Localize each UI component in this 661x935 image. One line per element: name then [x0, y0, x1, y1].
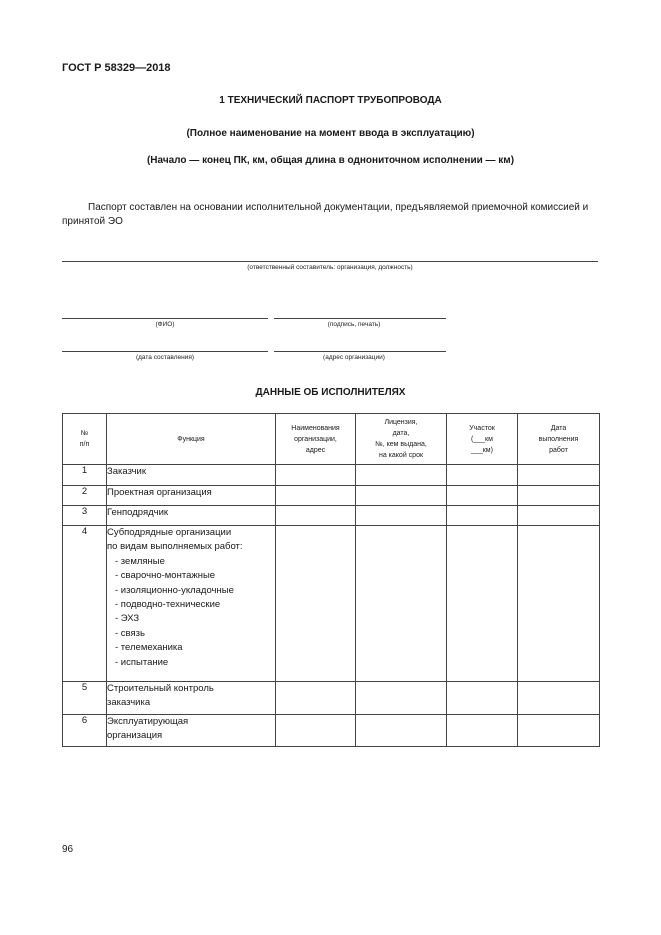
row-number: 2: [63, 486, 107, 506]
table-row: [63, 682, 600, 715]
header-date: [518, 414, 600, 465]
cell-date: [518, 526, 600, 682]
row-function: [107, 682, 276, 715]
work-type-item: - испытание: [115, 656, 169, 668]
table-header-row: [63, 414, 600, 465]
function-line: Субподрядные организации: [107, 527, 232, 538]
table-row: [63, 715, 600, 747]
row-function: [107, 506, 276, 526]
row-function: [107, 486, 276, 506]
cell-org-name: [276, 486, 356, 506]
function-line: Генподрядчик: [107, 507, 169, 518]
header-license-line: дата,: [392, 430, 410, 437]
page-title: 1 ТЕХНИЧЕСКИЙ ПАСПОРТ ТРУБОПРОВОДА: [219, 95, 442, 106]
function-line: Строительный контроль: [107, 683, 214, 694]
subtitle-full-name: (Полное наименование на момент ввода в эксплуатацию): [186, 128, 475, 139]
header-date-line: работ: [549, 446, 568, 454]
header-section: [447, 414, 518, 465]
fio-caption: (ФИО): [155, 321, 175, 328]
row-number: 4: [63, 526, 107, 682]
row-number: 1: [63, 465, 107, 486]
address-caption: (адрес организации): [323, 354, 385, 361]
work-type-item: - изоляционно-укладочные: [115, 584, 234, 596]
cell-license: [356, 682, 447, 715]
cell-section: [447, 682, 518, 715]
work-type-item: - телемеханика: [115, 642, 183, 654]
cell-org-name: [276, 506, 356, 526]
table-row: [63, 486, 600, 506]
header-org-name-line: Наименования: [291, 424, 340, 432]
function-line: Проектная организация: [107, 487, 212, 498]
work-type-item: - земляные: [115, 555, 165, 567]
header-org-name-line: организации,: [294, 435, 337, 443]
executors-table: [62, 413, 600, 747]
header-license-line: на какой срок: [378, 452, 424, 459]
cell-date: [518, 715, 600, 747]
row-number: 5: [63, 682, 107, 715]
paragraph: Паспорт составлен на основании исполнительной документации, предъявляемой приемочной комиссией и принятой ЭО: [62, 202, 589, 227]
work-type-item: - подводно-технические: [115, 599, 221, 611]
cell-org-name: [276, 465, 356, 486]
function-line: Эксплуатирующая: [107, 716, 189, 727]
address-line: [274, 351, 446, 352]
table-row: [63, 506, 600, 526]
row-function: [107, 526, 276, 682]
cell-org-name: [276, 526, 356, 682]
function-line: заказчика: [107, 697, 151, 709]
header-number: [63, 414, 107, 465]
row-number: 6: [63, 715, 107, 747]
cell-section: [447, 506, 518, 526]
header-section-line: Участок: [469, 424, 495, 432]
cell-date: [518, 486, 600, 506]
responsible-line: [62, 261, 598, 262]
header-section-line: ___км): [471, 446, 493, 454]
function-line: организация: [107, 730, 163, 742]
row-number: 3: [63, 506, 107, 526]
header-number-line: п/п: [79, 441, 90, 448]
date-line: [62, 351, 268, 352]
section-title: ДАННЫЕ ОБ ИСПОЛНИТЕЛЯХ: [255, 387, 406, 398]
cell-date: [518, 465, 600, 486]
cell-section: [447, 526, 518, 682]
header-license-line: Лицензия,: [384, 419, 418, 426]
table-row: [63, 465, 600, 486]
cell-date: [518, 506, 600, 526]
header-date-line: Дата: [550, 424, 567, 432]
row-function: [107, 715, 276, 747]
signature-line: [274, 318, 446, 319]
work-type-item: - ЭХЗ: [115, 613, 140, 625]
header-license-line: №, кем выдана,: [375, 441, 427, 448]
cell-org-name: [276, 715, 356, 747]
header-number-line: №: [80, 430, 89, 437]
header-org-name: [276, 414, 356, 465]
cell-section: [447, 465, 518, 486]
header-date-line: выполнения: [538, 435, 579, 443]
standard-header: ГОСТ Р 58329—2018: [62, 62, 171, 74]
work-type-item: - связь: [115, 627, 145, 639]
function-line: Заказчик: [107, 466, 147, 477]
responsible-caption: (ответственный составитель: организация, должность): [247, 264, 413, 271]
cell-org-name: [276, 682, 356, 715]
cell-license: [356, 526, 447, 682]
table-row: [63, 526, 600, 682]
header-section-line: (___км: [471, 435, 493, 443]
subtitle-route: (Начало — конец ПК, км, общая длина в однониточном исполнении — км): [146, 155, 515, 166]
work-type-item: - сварочно-монтажные: [115, 570, 216, 582]
cell-license: [356, 506, 447, 526]
header-function: Функция: [107, 414, 276, 465]
page-number: 96: [62, 844, 74, 855]
cell-date: [518, 682, 600, 715]
cell-section: [447, 486, 518, 506]
header-license: [356, 414, 447, 465]
cell-license: [356, 715, 447, 747]
date-caption: (дата составления): [135, 354, 195, 361]
header-org-name-line: адрес: [305, 446, 326, 454]
signature-caption: (подпись, печать): [327, 321, 381, 328]
row-function: [107, 465, 276, 486]
fio-line: [62, 318, 268, 319]
cell-license: [356, 465, 447, 486]
cell-license: [356, 486, 447, 506]
function-line: по видам выполняемых работ:: [107, 541, 243, 553]
cell-section: [447, 715, 518, 747]
